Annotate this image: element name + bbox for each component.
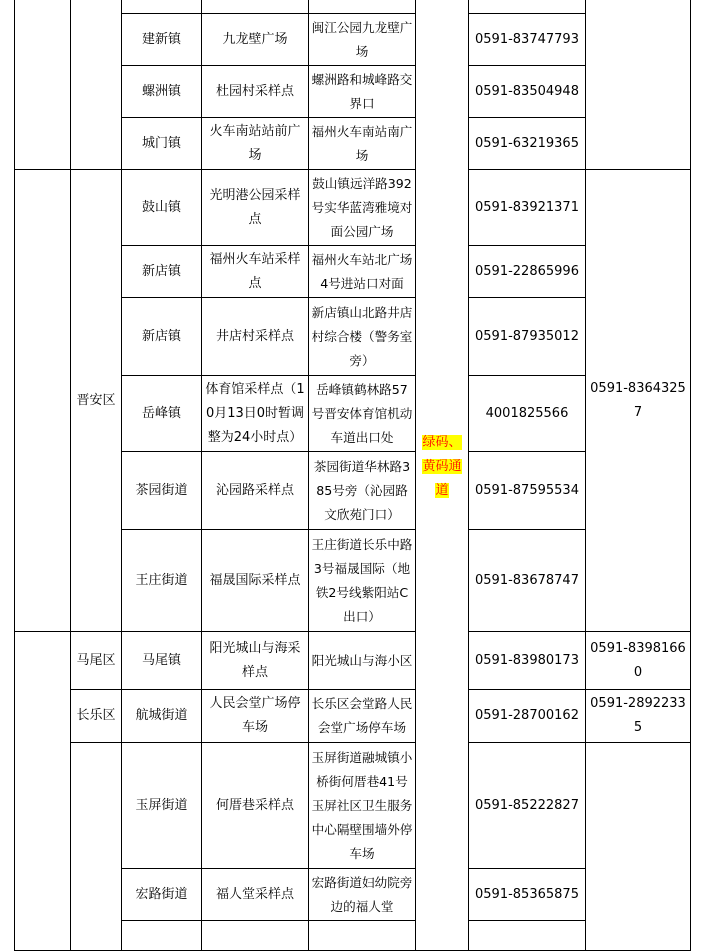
phone-cell: 0591-83504948 [469,66,586,118]
site-cell: 人民会堂广场停车场 [202,690,309,743]
site-cell: 九龙壁广场 [202,14,309,66]
address-cell: 长乐区会堂路人民会堂广场停车场 [309,690,416,743]
district-phone-cell: 0591-83981660 [586,632,691,690]
district-phone-cell: 0591-28922335 [586,690,691,743]
phone-cell [469,921,586,951]
phone-cell: 0591-83747793 [469,14,586,66]
phone-cell: 0591-63219365 [469,118,586,170]
town-cell: 茶园街道 [122,452,202,530]
site-cell: 光明港公园采样点 [202,170,309,246]
table-row [15,632,691,690]
site-cell: 沁园路采样点 [202,452,309,530]
address-cell: 闽江公园九龙壁广场 [309,14,416,66]
site-cell: 何厝巷采样点 [202,743,309,869]
district-cell: 马尾区 [71,632,122,690]
table-row-partial [15,0,691,14]
town-cell: 建新镇 [122,14,202,66]
phone-cell: 0591-22865996 [469,246,586,298]
phone-cell [469,0,586,14]
phone-cell: 0591-85365875 [469,869,586,921]
address-cell: 福州火车南站南广场 [309,118,416,170]
channel-label: 绿码、黄码通道 [422,434,462,498]
table-row [15,690,691,743]
town-cell: 新店镇 [122,246,202,298]
site-cell: 福人堂采样点 [202,869,309,921]
address-cell: 螺洲路和城峰路交界口 [309,66,416,118]
address-cell: 新店镇山北路井店村综合楼（警务室旁） [309,298,416,376]
city-cell-lower [15,632,71,951]
phone-cell: 0591-28700162 [469,690,586,743]
town-cell: 城门镇 [122,118,202,170]
district-cell-upper [71,0,122,170]
district-cell-lower [71,743,122,951]
town-cell: 马尾镇 [122,632,202,690]
address-cell: 茶园街道华林路385号旁（沁园路文欣苑门口） [309,452,416,530]
site-cell: 杜园村采样点 [202,66,309,118]
site-cell: 福州火车站采样点 [202,246,309,298]
address-cell: 玉屏街道融城镇小桥街何厝巷41号玉屏社区卫生服务中心隔壁围墙外停车场 [309,743,416,869]
channel-cell [416,0,469,951]
district-phone-cell-upper [586,0,691,170]
town-cell [122,0,202,14]
town-cell [122,921,202,951]
phone-cell: 0591-83921371 [469,170,586,246]
town-cell: 玉屏街道 [122,743,202,869]
town-cell: 岳峰镇 [122,376,202,452]
address-cell: 鼓山镇远洋路392号实华蓝湾雅境对面公园广场 [309,170,416,246]
site-cell [202,921,309,951]
district-phone-cell: 0591-83643257 [586,170,691,632]
district-cell: 长乐区 [71,690,122,743]
town-cell: 宏路街道 [122,869,202,921]
site-cell: 阳光城山与海采样点 [202,632,309,690]
city-cell-upper [15,0,71,170]
town-cell: 新店镇 [122,298,202,376]
district-cell: 晋安区 [71,170,122,632]
phone-cell: 0591-87595534 [469,452,586,530]
table-row [15,170,691,246]
address-cell [309,921,416,951]
district-phone-cell-lower [586,743,691,951]
address-cell: 阳光城山与海小区 [309,632,416,690]
address-cell: 岳峰镇鹤林路57号晋安体育馆机动车道出口处 [309,376,416,452]
phone-cell: 0591-83678747 [469,530,586,632]
site-cell: 福晟国际采样点 [202,530,309,632]
phone-cell: 0591-85222827 [469,743,586,869]
town-cell: 王庄街道 [122,530,202,632]
site-cell: 体育馆采样点（10月13日0时暂调整为24小时点） [202,376,309,452]
phone-cell: 0591-83980173 [469,632,586,690]
address-cell [309,0,416,14]
site-cell: 井店村采样点 [202,298,309,376]
address-cell: 宏路街道妇幼院旁边的福人堂 [309,869,416,921]
table-row [15,743,691,869]
city-cell-jinan [15,170,71,632]
town-cell: 鼓山镇 [122,170,202,246]
phone-cell: 0591-87935012 [469,298,586,376]
phone-cell: 4001825566 [469,376,586,452]
town-cell: 螺洲镇 [122,66,202,118]
site-cell [202,0,309,14]
address-cell: 王庄街道长乐中路3号福晟国际（地铁2号线紫阳站C出口） [309,530,416,632]
town-cell: 航城街道 [122,690,202,743]
address-cell: 福州火车站北广场4号进站口对面 [309,246,416,298]
testing-sites-table [14,0,691,951]
site-cell: 火车南站站前广场 [202,118,309,170]
